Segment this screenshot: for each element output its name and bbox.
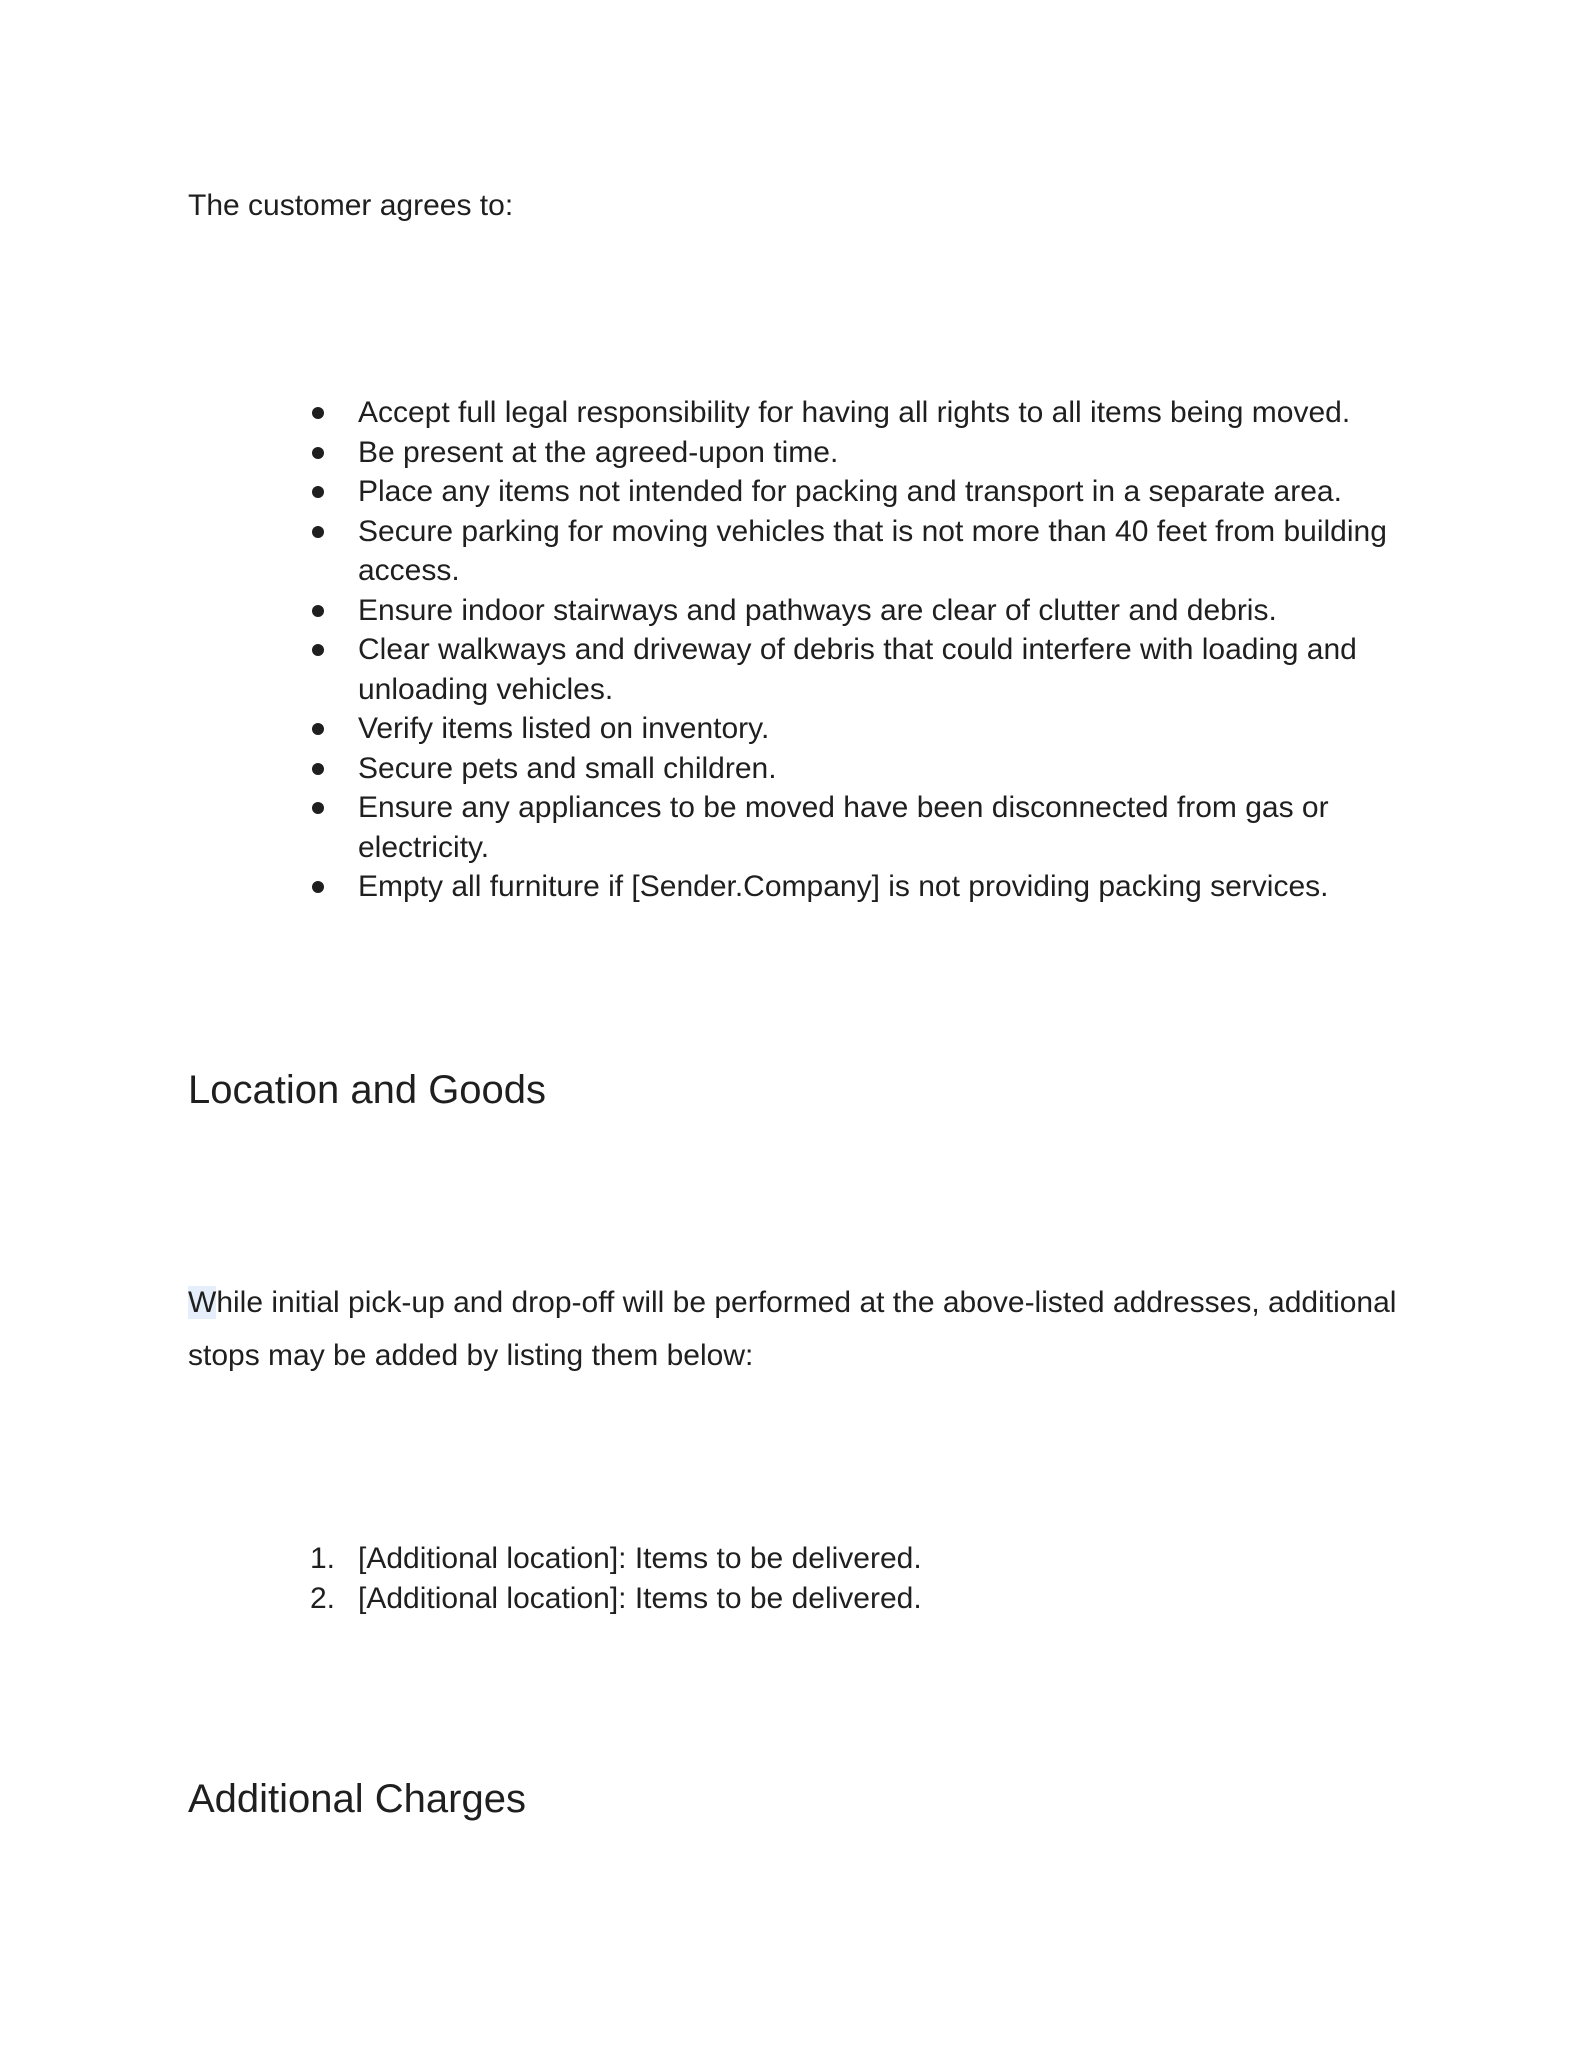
location-and-goods-heading: Location and Goods <box>188 1068 547 1112</box>
bullet-icon <box>312 447 324 459</box>
list-item-text: Empty all furniture if [Sender.Company] is not providing packing services. <box>358 870 1329 903</box>
list-item-text: Clear walkways and driveway of debris that could interfere with loading and unloading vehicles. <box>358 633 1357 706</box>
list-item-number: 2. <box>310 1581 336 1615</box>
list-item <box>0 749 1388 789</box>
bullet-icon <box>312 486 324 498</box>
list-item <box>0 867 1388 907</box>
additional-charges-heading: Additional Charges <box>188 1777 526 1821</box>
list-item <box>0 591 1388 631</box>
location-paragraph[interactable] <box>188 1276 1418 1382</box>
list-item <box>0 1579 1588 1619</box>
bullet-icon <box>312 763 324 775</box>
bullet-icon <box>312 407 324 419</box>
list-item <box>0 512 1388 591</box>
list-item <box>0 433 1388 473</box>
list-item <box>0 472 1388 512</box>
list-item-text: [Additional location]: Items to be delivered. <box>358 1581 922 1615</box>
list-item <box>0 788 1388 867</box>
list-item-text: Ensure indoor stairways and pathways are clear of clutter and debris. <box>358 593 1277 627</box>
list-item-text: Place any items not intended for packing and transport in a separate area. <box>358 475 1342 508</box>
list-item-text: Be present at the agreed-upon time. <box>358 435 839 469</box>
bullet-icon <box>312 802 324 814</box>
text-cursor-selection: W <box>188 1286 217 1319</box>
list-item-text: Ensure any appliances to be moved have been disconnected from gas or electricity. <box>358 791 1329 864</box>
intro-text: The customer agrees to: <box>188 189 514 222</box>
bullet-icon <box>312 605 324 617</box>
location-paragraph-text: hile initial pick-up and drop-off will be performed at the above-listed addresses, additional stops may be added by listing them below: <box>188 1286 1397 1372</box>
list-item-text: Accept full legal responsibility for having all rights to all items being moved. <box>358 396 1351 429</box>
list-item <box>0 1539 1588 1579</box>
customer-responsibilities-list <box>0 393 1588 907</box>
bullet-icon <box>312 526 324 538</box>
list-item-text: Secure pets and small children. <box>358 751 777 785</box>
additional-stops-list <box>0 1539 1588 1618</box>
bullet-icon <box>312 723 324 735</box>
list-item <box>0 630 1388 709</box>
list-item-number: 1. <box>310 1542 336 1575</box>
list-item-text: Secure parking for moving vehicles that is not more than 40 feet from building access. <box>358 514 1387 587</box>
bullet-icon <box>312 881 324 893</box>
list-item <box>0 393 1388 433</box>
list-item-text: Verify items listed on inventory. <box>358 712 770 745</box>
bullet-icon <box>312 644 324 656</box>
list-item <box>0 709 1388 749</box>
list-item-text: [Additional location]: Items to be delivered. <box>358 1542 922 1575</box>
